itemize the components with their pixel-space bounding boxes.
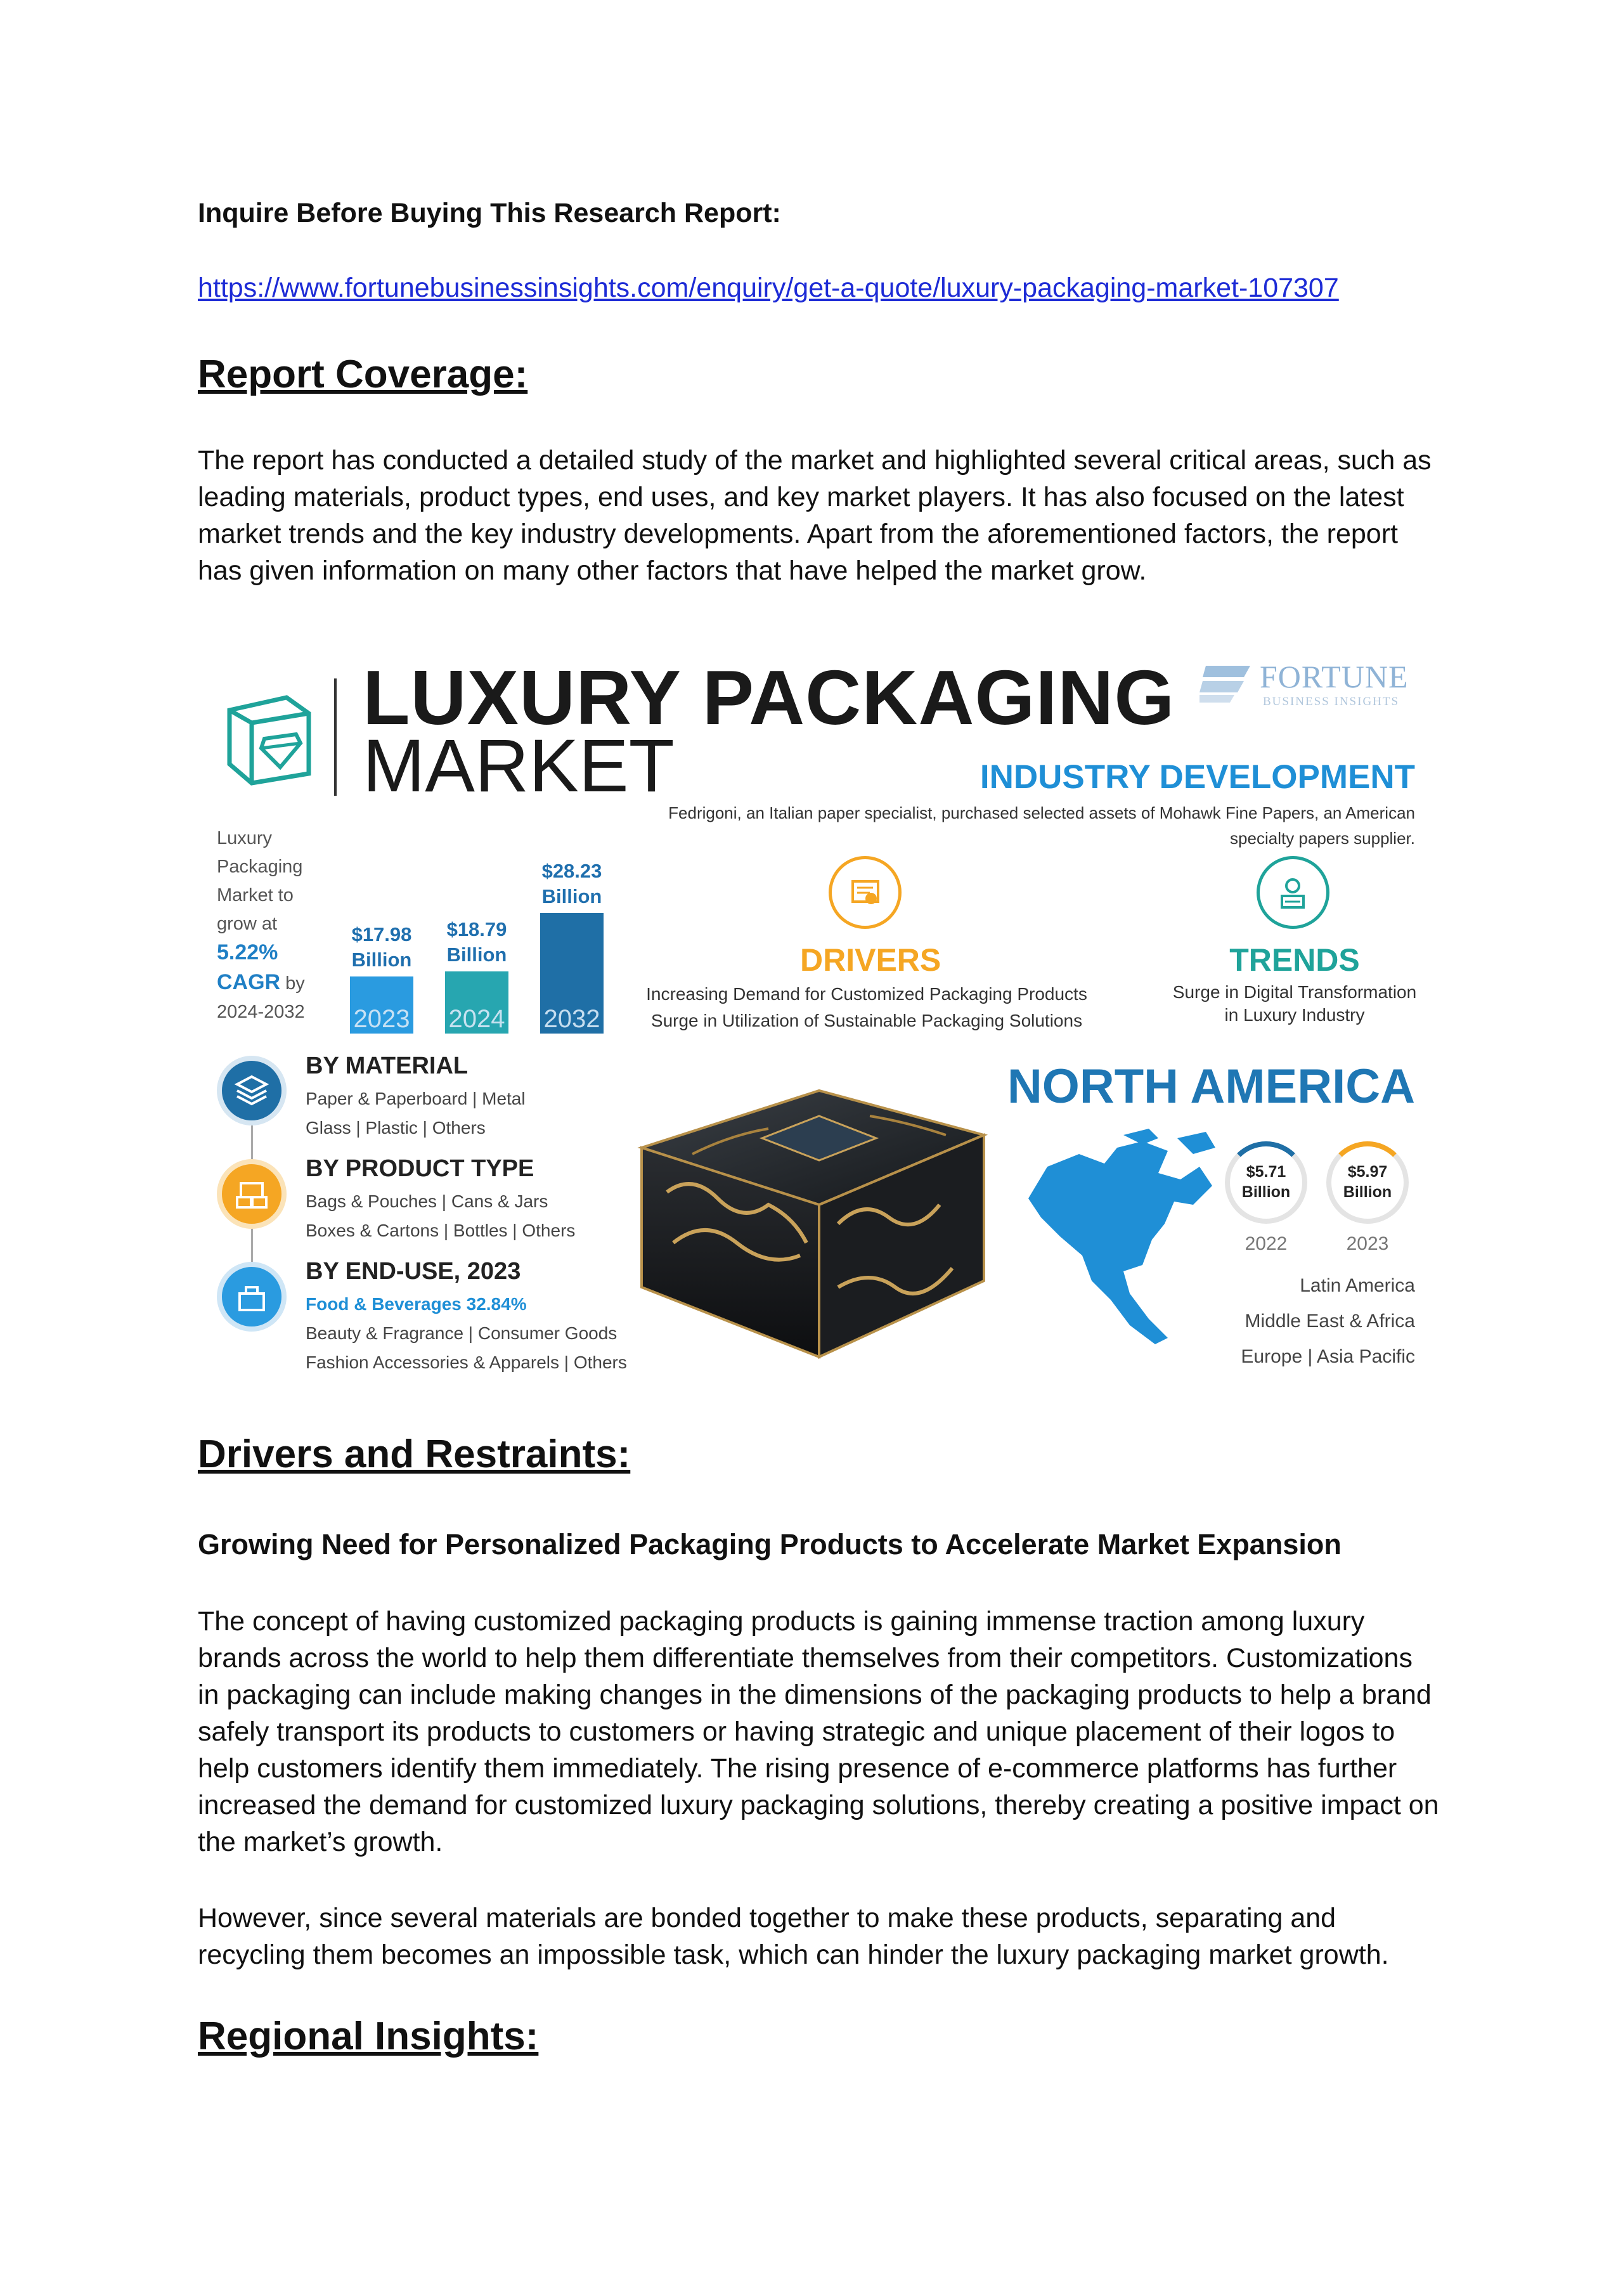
na-unit-2023: Billion [1343,1183,1392,1201]
quote-link[interactable]: https://www.fortunebusinessinsights.com/enquiry/get-a-quote/luxury-packaging-market-107307 [198,273,1339,303]
trends-title: TRENDS [1229,942,1360,978]
na-amount-2022: $5.71 [1246,1163,1286,1181]
growth-line4: grow at [217,914,278,934]
brand-subtitle: BUSINESS INSIGHTS [1263,695,1400,708]
industry-development-text: Fedrigoni, an Italian paper specialist, purchased selected assets of Mohawk Fine Papers, an American specialty papers supplier. [668,803,1415,848]
inquire-label: Inquire Before Buying This Research Report: [198,198,781,228]
cagr-label: CAGR [217,970,281,994]
growth-line1: Luxury [217,828,273,848]
drivers-subheading: Growing Need for Personalized Packaging Products to Accelerate Market Expansion [198,1528,1342,1560]
by-material-line2: Glass | Plastic | Others [306,1118,486,1138]
by-product-line2: Boxes & Cartons | Bottles | Others [306,1221,576,1240]
infographic-title-line1: LUXURY PACKAGING [363,654,1175,741]
trends-icon [1257,856,1329,929]
by-end-use-text [306,1290,627,1377]
brand-name: FORTUNE [1260,659,1409,694]
layers-icon [217,1056,287,1125]
other-regions-list [1241,1268,1415,1375]
cagr-value: 5.22% [217,940,278,964]
trends-line1: Surge in Digital Transformation [1172,982,1417,1002]
na-amount-2023: $5.97 [1347,1163,1388,1181]
bar-2024 [445,971,508,1034]
region-europe-apac: Europe | Asia Pacific [1241,1346,1415,1367]
report-coverage-paragraph: The report has conducted a detailed study of the market and highlighted several critical areas, such as leading materials, product types, end uses, and key market players. It has also focused on the latest market trends and the key industry developments. Apart from the aforementioned factors, the report has given information on many other factors that have helped the market grow. [198,445,1432,586]
region-latin-america: Latin America [1300,1275,1415,1296]
report-coverage-heading: Report Coverage: [198,353,528,396]
by-material-title: BY MATERIAL [306,1053,469,1079]
trends-text [1168,981,1421,1027]
growth-text [217,824,305,1027]
by-material-line1: Paper & Paperboard | Metal [306,1089,526,1108]
market-size-bar-chart [337,843,610,1034]
by-end-use-line2: Fashion Accessories & Apparels | Others [306,1352,627,1372]
growth-by: by [285,973,305,994]
trends-line2: in Luxury Industry [1224,1005,1365,1025]
bar-value-label: $28.23 Billion [541,860,602,907]
by-product-line1: Bags & Pouches | Cans & Jars [306,1191,548,1211]
bar-category-label: 2024 [448,1005,505,1033]
infographic-title-line2: MARKET [363,724,675,808]
growth-line3: Market to [217,885,294,905]
title-divider [334,678,337,796]
drivers-paragraph-2: However, since several materials are bonded together to make these products, separating and recycling them becomes an impossible task, which can hinder the luxury packaging market growth. [198,1903,1389,1970]
by-product-title: BY PRODUCT TYPE [306,1155,534,1182]
drivers-title: DRIVERS [800,942,941,978]
drivers-restraints-heading: Drivers and Restraints: [198,1432,631,1476]
north-america-map [1022,1129,1225,1351]
fbi-logo-icon [1199,659,1253,704]
bar-2023 [350,976,413,1034]
drivers-line2: Surge in Utilization of Sustainable Packaging Solutions [650,1011,1083,1030]
drivers-icon [829,856,902,929]
package-diamond-icon [217,685,318,786]
drivers-paragraph-1: The concept of having customized packaging products is gaining immense traction among luxury brands across the world to help them differentiate themselves from their competitors. Customizations in packaging can include making changes in the dimensions of the packaging products to help a brand safely transport its products to customers or having strategic and unique placement of their logos to help customers identify them immediately. The rising presence of e-commerce platforms has further increased the demand for customized luxury packaging solutions, thereby creating a positive impact on the market’s growth. [198,1606,1439,1857]
growth-line2: Packaging [217,857,303,877]
drivers-line1: Increasing Demand for Customized Packaging Products [646,984,1087,1004]
end-use-highlight: Food & Beverages 32.84% [306,1294,527,1314]
bar-value-label: $18.79 Billion [446,918,507,966]
bar-2032 [540,913,604,1034]
brand-logo [1199,654,1415,711]
by-end-use-line1: Beauty & Fragrance | Consumer Goods [306,1323,618,1343]
bar-category-label: 2023 [353,1005,410,1033]
luxury-box-image [629,1078,1009,1370]
drivers-text [629,981,1104,1034]
growth-period: 2024-2032 [217,1002,305,1022]
by-product-text [306,1187,575,1245]
na-ring-2022 [1225,1141,1307,1224]
region-mea: Middle East & Africa [1245,1311,1415,1332]
by-material-text [306,1084,526,1143]
na-ring-2023 [1326,1141,1409,1224]
bar-category-label: 2032 [543,1005,600,1033]
north-america-title: NORTH AMERICA [1007,1060,1415,1113]
na-year-2022: 2022 [1245,1233,1288,1254]
bar-value-label: $17.98 Billion [351,923,412,971]
na-unit-2022: Billion [1241,1183,1291,1201]
end-use-icon [217,1262,287,1332]
boxes-icon [217,1159,287,1229]
market-infographic [217,640,1421,1370]
na-year-2023: 2023 [1346,1233,1389,1254]
by-end-use-title: BY END-USE, 2023 [306,1258,521,1285]
industry-development-title: INDUSTRY DEVELOPMENT [980,758,1415,796]
regional-insights-heading: Regional Insights: [198,2014,539,2058]
